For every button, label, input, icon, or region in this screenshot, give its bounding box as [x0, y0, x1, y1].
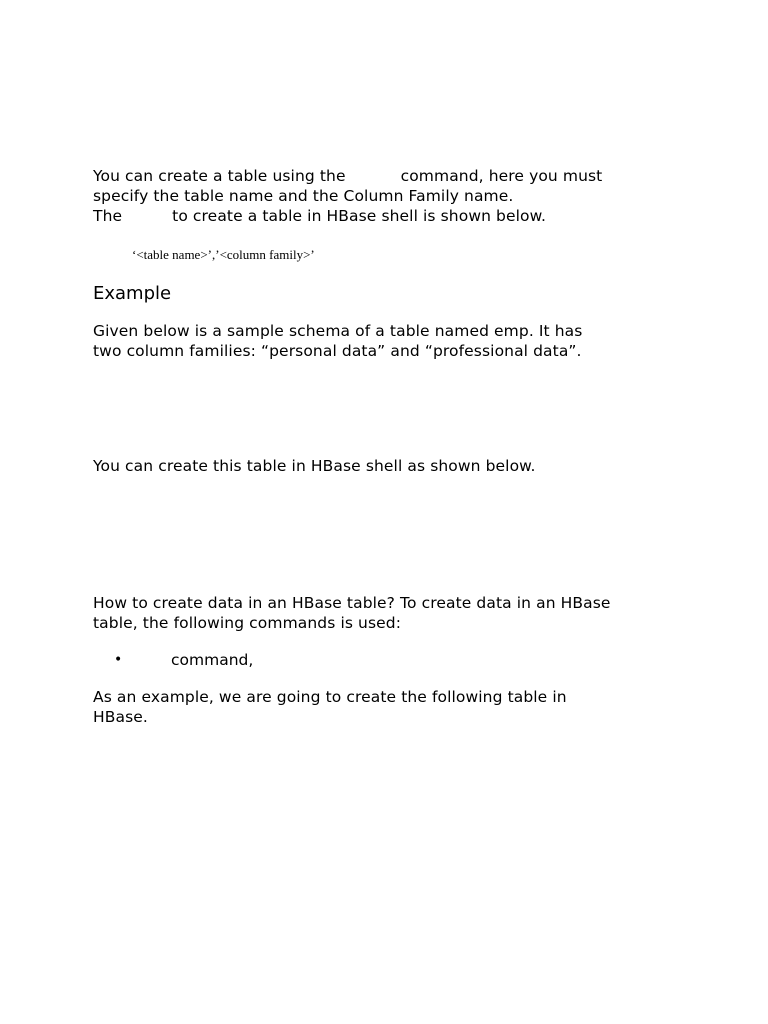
intro-line-1 [93, 166, 693, 186]
shell-line: You can create this table in HBase shell as shown below. [93, 457, 536, 475]
intro-line-1-start: You can create a table using the [93, 167, 346, 185]
create-data-line-2: table, the following commands is used: [93, 614, 402, 632]
intro-line-2: specify the table name and the Column Family name. [93, 187, 514, 205]
intro-paragraph [93, 166, 693, 226]
example-line-1: Given below is a sample schema of a table named emp. It has [93, 322, 583, 340]
shell-paragraph [93, 456, 693, 476]
closing-line-1: As an example, we are going to create the following table in [93, 688, 567, 706]
intro-line-3-start: The [93, 207, 123, 225]
closing-line-2: HBase. [93, 708, 148, 726]
create-syntax: ‘<table name>’,’<column family>’ [132, 247, 315, 262]
create-data-line-1: How to create data in an HBase table? To create data in an HBase [93, 594, 611, 612]
create-data-paragraph [93, 593, 693, 633]
intro-line-3-end: to create a table in HBase shell is shown below. [172, 207, 546, 225]
example-paragraph [93, 321, 693, 361]
intro-line-1-end: command, here you must [400, 167, 603, 185]
intro-line-3 [93, 206, 693, 226]
closing-paragraph [93, 687, 693, 727]
example-line-2: two column families: “personal data” and “professional data”. [93, 342, 582, 360]
bullet-text: command, [171, 651, 254, 669]
example-heading: Example [93, 283, 172, 304]
bullet-icon: • [114, 652, 123, 668]
